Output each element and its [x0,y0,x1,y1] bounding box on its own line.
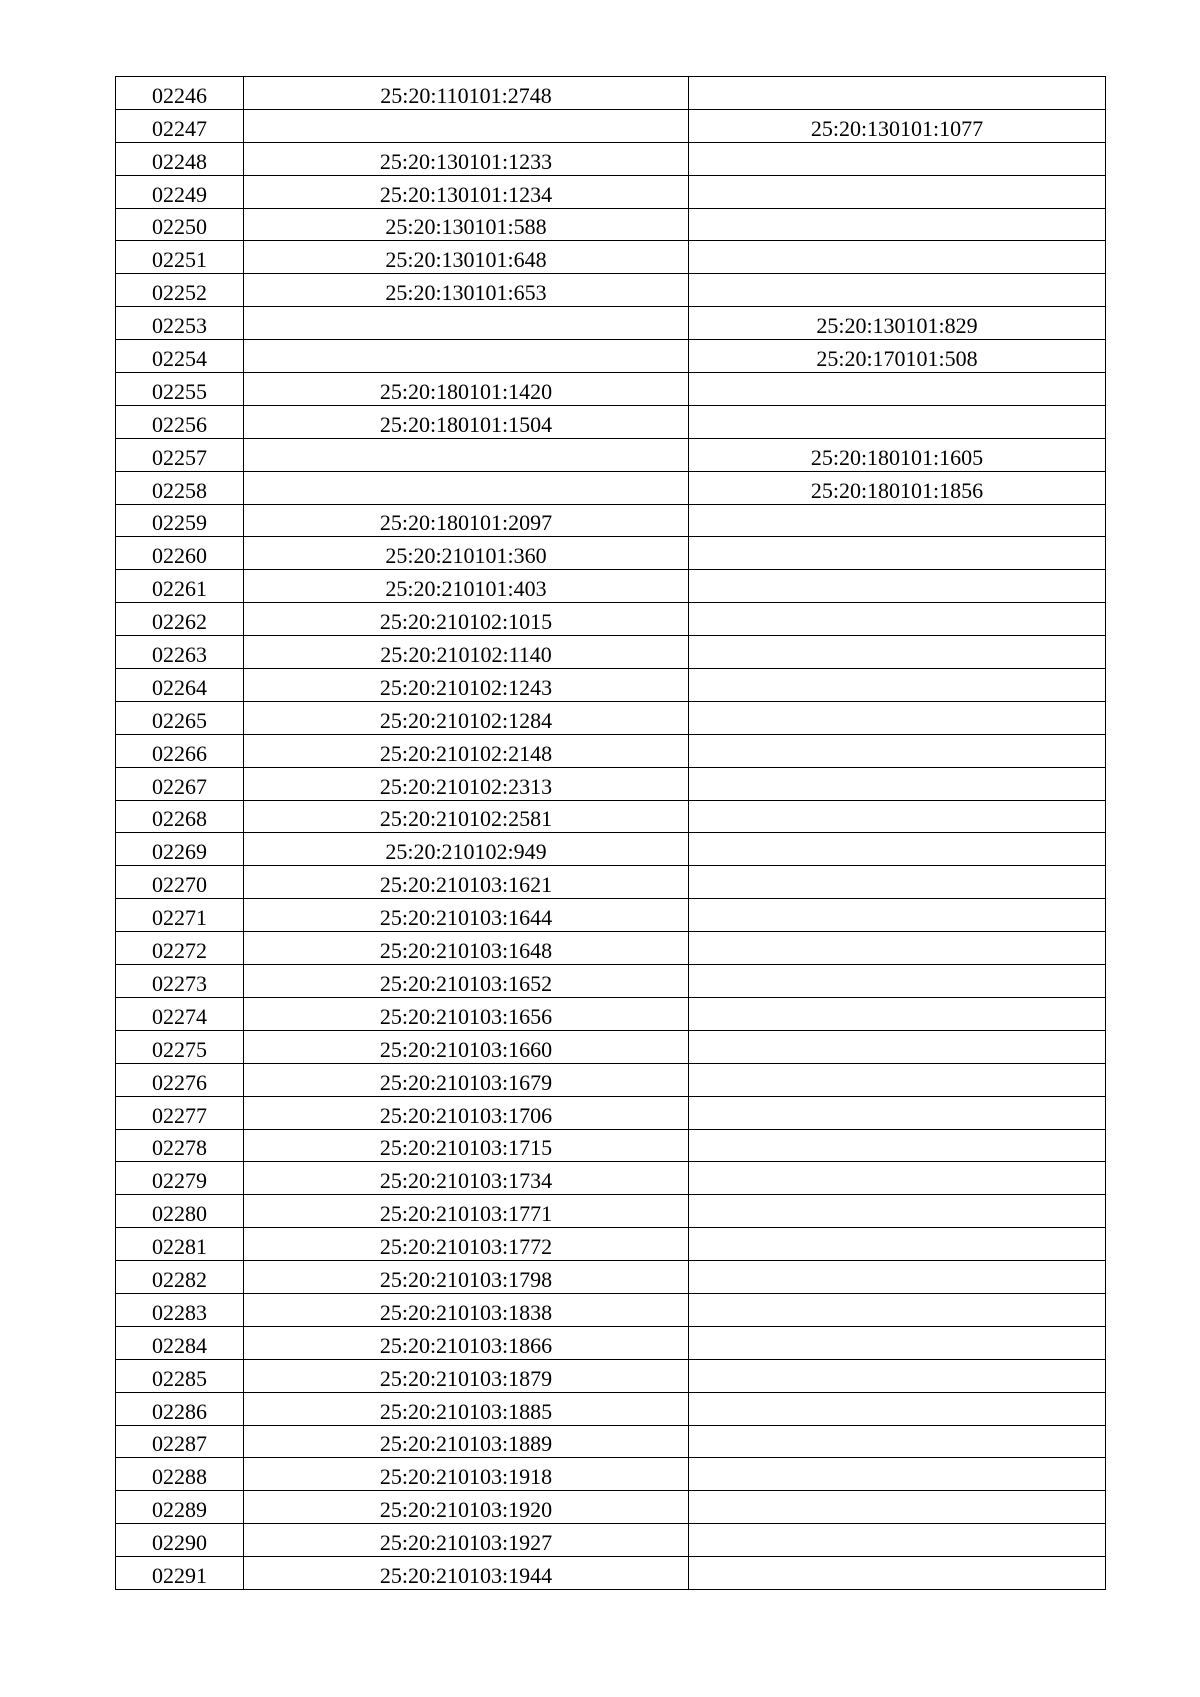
row-number-cell: 02247 [116,109,244,142]
row-number-cell: 02274 [116,997,244,1030]
cadastral-number-cell-b [689,636,1106,669]
row-number-cell: 02282 [116,1261,244,1294]
row-number-cell: 02287 [116,1425,244,1458]
cadastral-number-cell-a: 25:20:210101:403 [244,570,689,603]
row-number-cell: 02290 [116,1524,244,1557]
cadastral-number-cell-b [689,603,1106,636]
cadastral-number-cell-b [689,1359,1106,1392]
cadastral-number-cell-b [689,1096,1106,1129]
row-number-cell: 02266 [116,734,244,767]
cadastral-number-cell-b [689,1293,1106,1326]
cadastral-number-cell-a: 25:20:210103:1885 [244,1392,689,1425]
table-row [116,175,1106,208]
row-number-cell: 02248 [116,142,244,175]
cadastral-number-cell-a [244,307,689,340]
row-number-cell: 02271 [116,899,244,932]
cadastral-number-cell-b [689,800,1106,833]
table-row [116,1392,1106,1425]
cadastral-number-cell-a: 25:20:210103:1927 [244,1524,689,1557]
cadastral-number-cell-a: 25:20:210102:1140 [244,636,689,669]
table-row [116,636,1106,669]
row-number-cell: 02252 [116,274,244,307]
cadastral-number-cell-a [244,109,689,142]
table-row [116,471,1106,504]
cadastral-number-cell-b [689,1392,1106,1425]
table-row [116,1096,1106,1129]
cadastral-number-cell-b [689,899,1106,932]
cadastral-number-cell-a: 25:20:180101:1504 [244,405,689,438]
table-row [116,1524,1106,1557]
cadastral-number-cell-a: 25:20:130101:648 [244,241,689,274]
cadastral-number-cell-a: 25:20:210103:1656 [244,997,689,1030]
row-number-cell: 02269 [116,833,244,866]
cadastral-number-cell-b [689,965,1106,998]
table-row [116,1195,1106,1228]
row-number-cell: 02286 [116,1392,244,1425]
cadastral-number-cell-b [689,1063,1106,1096]
row-number-cell: 02288 [116,1458,244,1491]
cadastral-number-cell-a: 25:20:130101:1233 [244,142,689,175]
cadastral-number-cell-b [689,767,1106,800]
table-row [116,307,1106,340]
cadastral-number-cell-b [689,833,1106,866]
table-row [116,1228,1106,1261]
row-number-cell: 02251 [116,241,244,274]
row-number-cell: 02263 [116,636,244,669]
row-number-cell: 02264 [116,669,244,702]
table-row [116,373,1106,406]
cadastral-number-cell-a [244,340,689,373]
table-row [116,1326,1106,1359]
table-row [116,438,1106,471]
cadastral-number-cell-a: 25:20:210102:2148 [244,734,689,767]
table-row [116,142,1106,175]
table-row [116,1359,1106,1392]
table-row [116,1425,1106,1458]
row-number-cell: 02262 [116,603,244,636]
row-number-cell: 02256 [116,405,244,438]
cadastral-number-cell-b: 25:20:180101:1605 [689,438,1106,471]
cadastral-number-cell-b [689,142,1106,175]
row-number-cell: 02259 [116,504,244,537]
cadastral-number-cell-a: 25:20:210103:1734 [244,1162,689,1195]
row-number-cell: 02280 [116,1195,244,1228]
cadastral-number-cell-b [689,373,1106,406]
cadastral-number-cell-a: 25:20:210102:949 [244,833,689,866]
table-row [116,504,1106,537]
cadastral-number-cell-b [689,932,1106,965]
row-number-cell: 02281 [116,1228,244,1261]
row-number-cell: 02257 [116,438,244,471]
cadastral-number-cell-b [689,997,1106,1030]
cadastral-number-cell-a: 25:20:130101:653 [244,274,689,307]
table-row [116,767,1106,800]
cadastral-number-cell-a: 25:20:210103:1652 [244,965,689,998]
cadastral-number-cell-b [689,1425,1106,1458]
cadastral-number-cell-b [689,570,1106,603]
cadastral-number-cell-b [689,866,1106,899]
table-row [116,800,1106,833]
cadastral-number-cell-a: 25:20:210103:1879 [244,1359,689,1392]
table-row [116,899,1106,932]
cadastral-number-cell-a: 25:20:210103:1706 [244,1096,689,1129]
row-number-cell: 02273 [116,965,244,998]
cadastral-number-cell-a: 25:20:180101:1420 [244,373,689,406]
row-number-cell: 02270 [116,866,244,899]
row-number-cell: 02261 [116,570,244,603]
cadastral-number-cell-b [689,1326,1106,1359]
cadastral-number-cell-b [689,1228,1106,1261]
cadastral-table [115,76,1106,1590]
table-row [116,701,1106,734]
row-number-cell: 02249 [116,175,244,208]
cadastral-number-cell-a: 25:20:210102:1015 [244,603,689,636]
cadastral-number-cell-b [689,1162,1106,1195]
table-row [116,1557,1106,1590]
cadastral-number-cell-b [689,274,1106,307]
cadastral-number-cell-b: 25:20:130101:829 [689,307,1106,340]
table-row [116,208,1106,241]
table-body [116,77,1106,1590]
cadastral-number-cell-b [689,1261,1106,1294]
row-number-cell: 02254 [116,340,244,373]
cadastral-number-cell-b [689,1557,1106,1590]
cadastral-number-cell-a: 25:20:110101:2748 [244,77,689,110]
table-row [116,570,1106,603]
cadastral-number-cell-a: 25:20:210101:360 [244,537,689,570]
cadastral-number-cell-a: 25:20:210103:1660 [244,1030,689,1063]
table-row [116,1458,1106,1491]
cadastral-number-cell-b [689,1524,1106,1557]
cadastral-number-cell-b [689,669,1106,702]
row-number-cell: 02267 [116,767,244,800]
cadastral-number-cell-b [689,1129,1106,1162]
row-number-cell: 02253 [116,307,244,340]
cadastral-number-cell-a: 25:20:210103:1771 [244,1195,689,1228]
cadastral-number-cell-b [689,537,1106,570]
table-row [116,932,1106,965]
row-number-cell: 02250 [116,208,244,241]
cadastral-number-cell-b [689,701,1106,734]
cadastral-number-cell-b: 25:20:180101:1856 [689,471,1106,504]
cadastral-number-cell-a: 25:20:210102:1243 [244,669,689,702]
cadastral-number-cell-a [244,471,689,504]
cadastral-number-cell-a: 25:20:210103:1644 [244,899,689,932]
row-number-cell: 02284 [116,1326,244,1359]
table-row [116,1030,1106,1063]
table-row [116,866,1106,899]
row-number-cell: 02246 [116,77,244,110]
cadastral-number-cell-b [689,405,1106,438]
row-number-cell: 02278 [116,1129,244,1162]
cadastral-number-cell-a: 25:20:210102:2313 [244,767,689,800]
row-number-cell: 02291 [116,1557,244,1590]
table-row [116,833,1106,866]
cadastral-number-cell-b [689,1458,1106,1491]
cadastral-number-cell-a: 25:20:210102:1284 [244,701,689,734]
table-row [116,1129,1106,1162]
table-row [116,997,1106,1030]
cadastral-number-cell-a: 25:20:130101:588 [244,208,689,241]
table-row [116,603,1106,636]
cadastral-number-cell-a: 25:20:180101:2097 [244,504,689,537]
table-row [116,77,1106,110]
row-number-cell: 02285 [116,1359,244,1392]
row-number-cell: 02260 [116,537,244,570]
cadastral-number-cell-a [244,438,689,471]
cadastral-number-cell-a: 25:20:210103:1866 [244,1326,689,1359]
cadastral-number-cell-a: 25:20:130101:1234 [244,175,689,208]
cadastral-number-cell-b [689,1030,1106,1063]
cadastral-number-cell-b [689,208,1106,241]
cadastral-number-cell-b [689,734,1106,767]
row-number-cell: 02283 [116,1293,244,1326]
row-number-cell: 02289 [116,1491,244,1524]
row-number-cell: 02279 [116,1162,244,1195]
cadastral-number-cell-b [689,1491,1106,1524]
row-number-cell: 02265 [116,701,244,734]
row-number-cell: 02275 [116,1030,244,1063]
cadastral-number-cell-b [689,504,1106,537]
table-row [116,109,1106,142]
cadastral-number-cell-b [689,241,1106,274]
cadastral-number-cell-a: 25:20:210103:1715 [244,1129,689,1162]
table-row [116,241,1106,274]
table-row [116,537,1106,570]
cadastral-number-cell-a: 25:20:210103:1772 [244,1228,689,1261]
table-row [116,1261,1106,1294]
table-row [116,1063,1106,1096]
row-number-cell: 02268 [116,800,244,833]
table-row [116,274,1106,307]
table-row [116,734,1106,767]
cadastral-number-cell-a: 25:20:210103:1944 [244,1557,689,1590]
cadastral-number-cell-a: 25:20:210103:1920 [244,1491,689,1524]
cadastral-number-cell-b: 25:20:130101:1077 [689,109,1106,142]
table-row [116,1162,1106,1195]
table-row [116,405,1106,438]
row-number-cell: 02277 [116,1096,244,1129]
cadastral-number-cell-b: 25:20:170101:508 [689,340,1106,373]
cadastral-number-cell-a: 25:20:210103:1889 [244,1425,689,1458]
cadastral-number-cell-b [689,175,1106,208]
cadastral-number-cell-a: 25:20:210103:1621 [244,866,689,899]
cadastral-number-cell-a: 25:20:210102:2581 [244,800,689,833]
table-row [116,1293,1106,1326]
row-number-cell: 02276 [116,1063,244,1096]
row-number-cell: 02272 [116,932,244,965]
table-row [116,340,1106,373]
cadastral-number-cell-a: 25:20:210103:1918 [244,1458,689,1491]
row-number-cell: 02255 [116,373,244,406]
table-row [116,965,1106,998]
table-row [116,669,1106,702]
cadastral-number-cell-b [689,1195,1106,1228]
cadastral-number-cell-a: 25:20:210103:1648 [244,932,689,965]
cadastral-number-cell-a: 25:20:210103:1798 [244,1261,689,1294]
cadastral-number-cell-a: 25:20:210103:1679 [244,1063,689,1096]
row-number-cell: 02258 [116,471,244,504]
table-row [116,1491,1106,1524]
cadastral-number-cell-b [689,77,1106,110]
cadastral-number-cell-a: 25:20:210103:1838 [244,1293,689,1326]
